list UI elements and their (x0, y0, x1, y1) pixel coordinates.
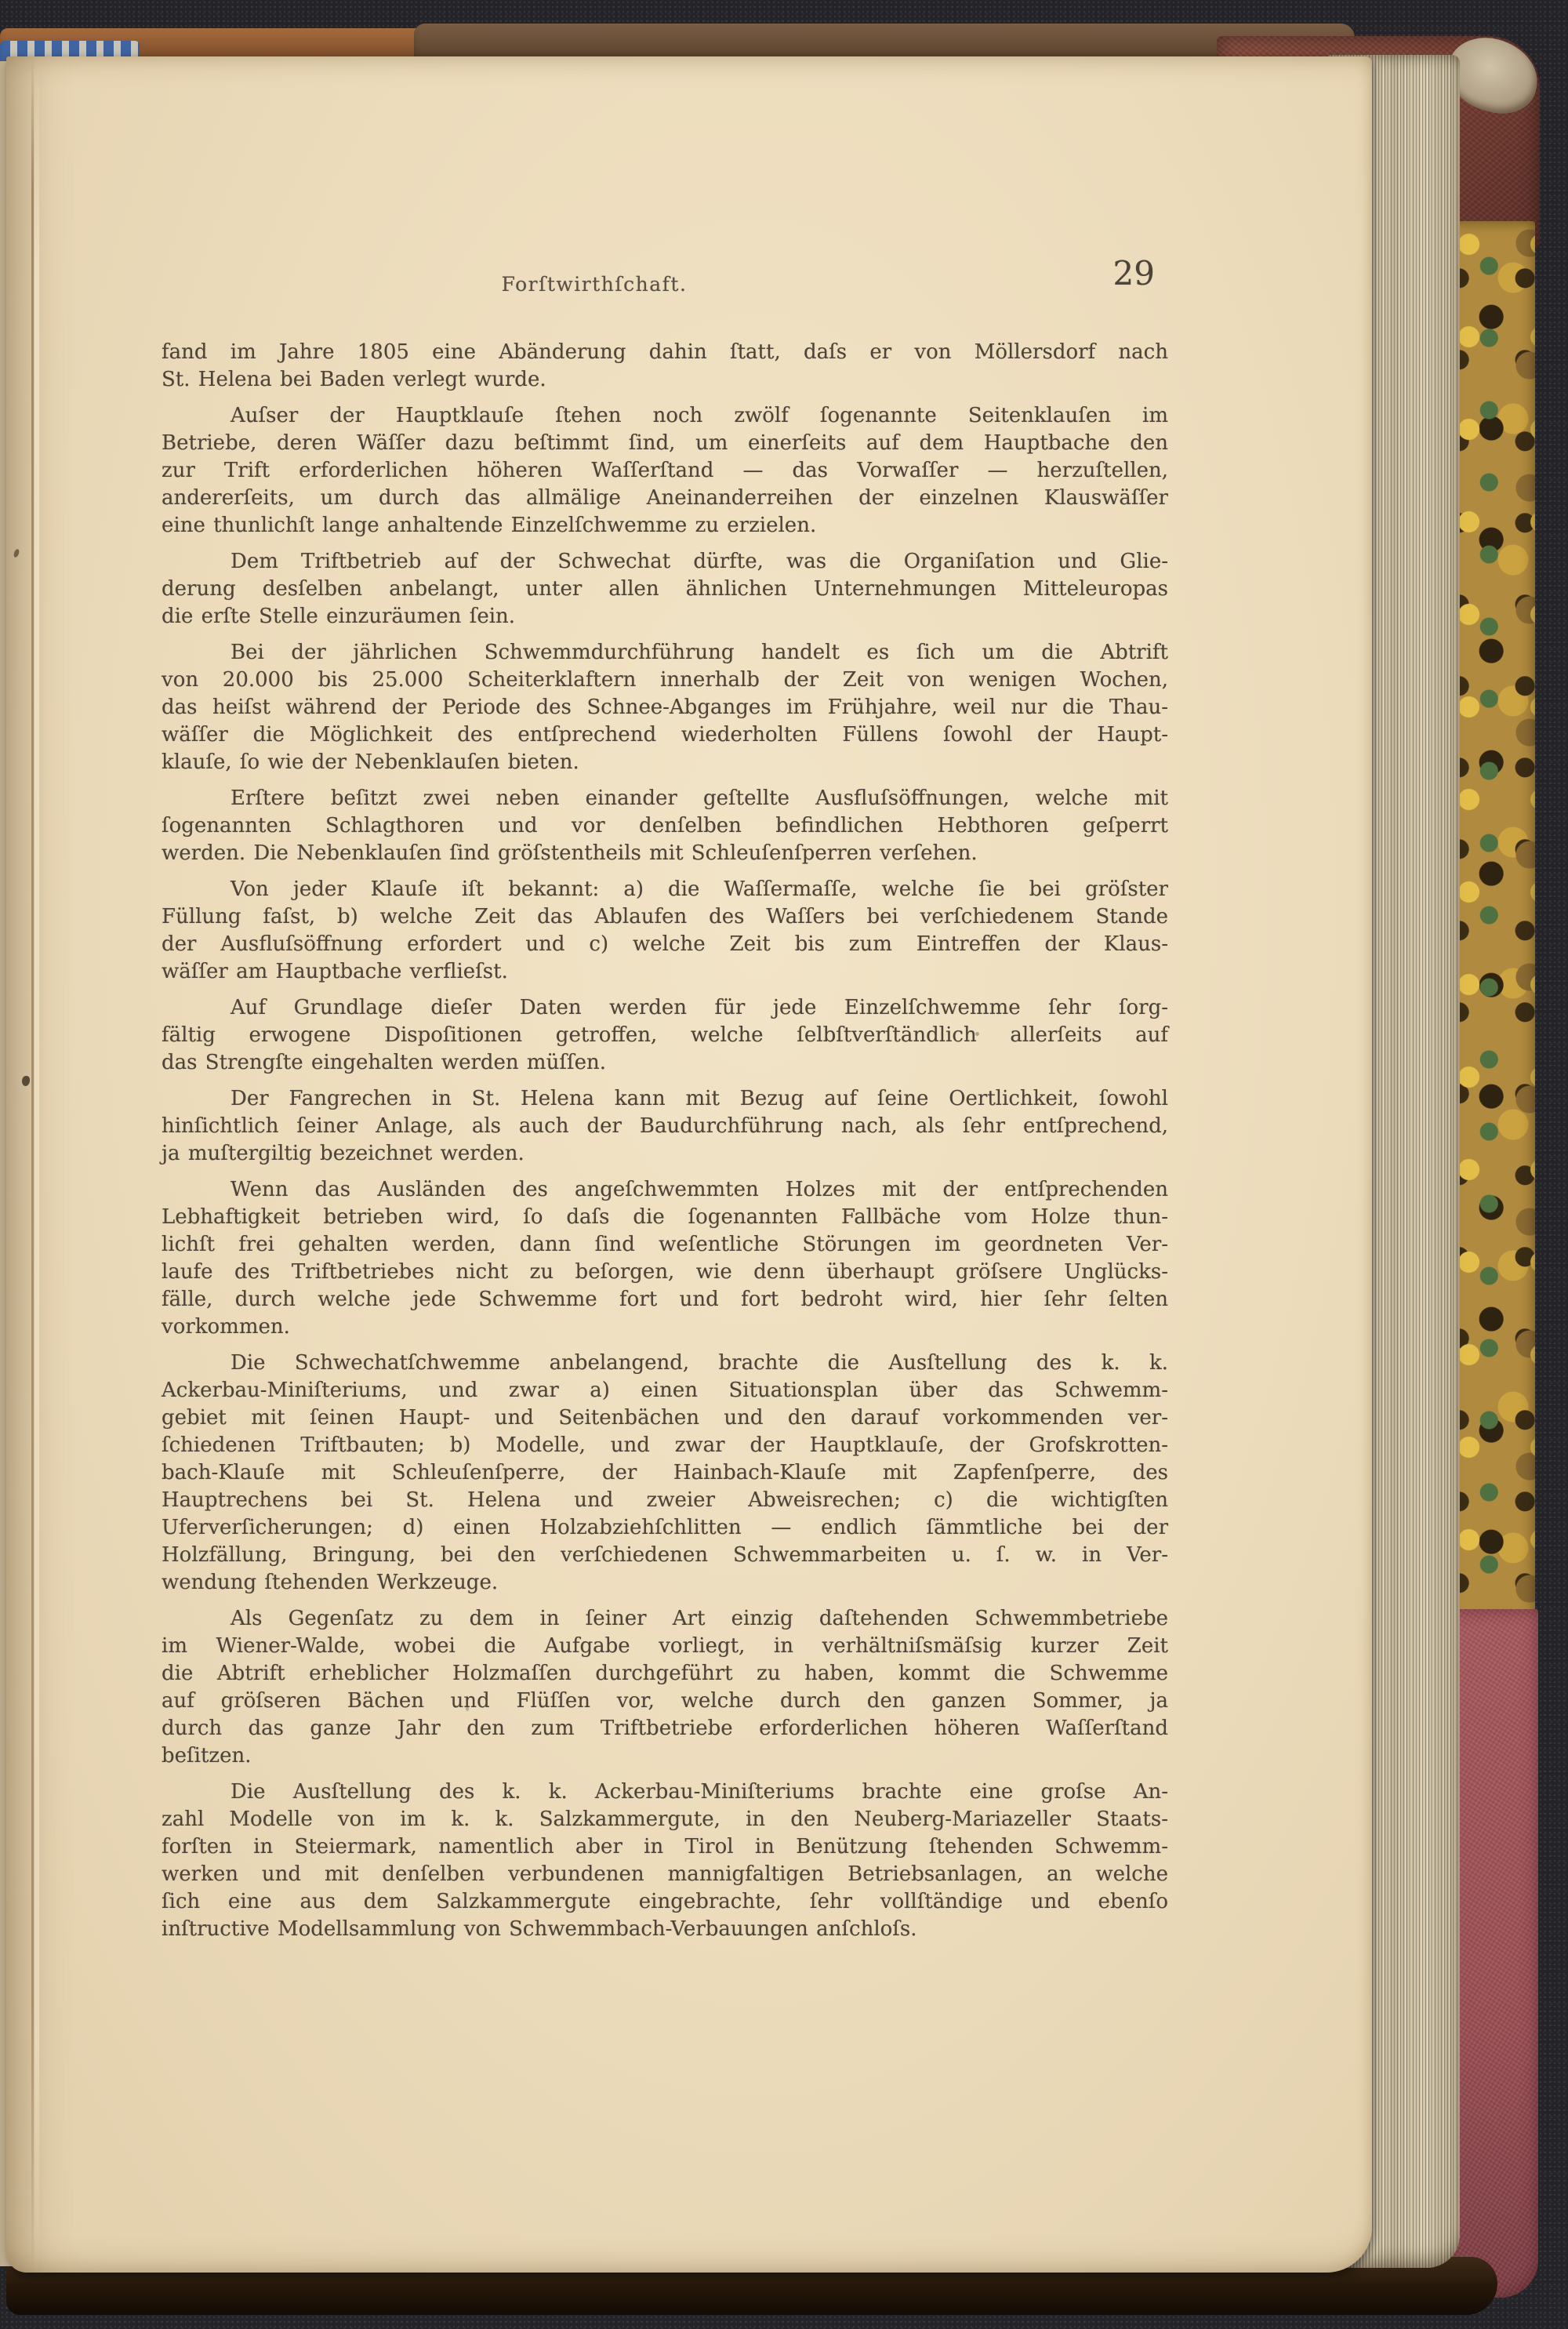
text-line: Erſtere beſitzt zwei neben einander geſtellte Ausfluſsöffnungen, welche mit (230, 787, 1168, 810)
paragraph (162, 1605, 1168, 1770)
text-line: werken und mit denſelben verbundenen mannigfaltigen Betriebsanlagen, an welche (162, 1862, 1168, 1886)
text-line: die erſte Stelle einzuräumen ſein. (162, 605, 516, 628)
text-line: durch das ganze Jahr den zum Triftbetriebe erforderlichen höheren Waſſerſtand (162, 1717, 1168, 1740)
text-line: Der Fangrechen in St. Helena kann mit Bezug auf ſeine Oertlichkeit, ſowohl (230, 1087, 1168, 1110)
text-line: das Strengſte eingehalten werden müſſen. (162, 1051, 606, 1074)
text-line: Von jeder Klauſe iſt bekannt: a) die Waſſermaſſe, welche ſie bei gröſster (230, 877, 1168, 901)
text-line: zur Trift erforderlichen höheren Waſſerſtand — das Vorwaſſer — herzuſtellen, (162, 459, 1168, 482)
text-line: laufe des Triftbetriebes nicht zu beſorgen, wie denn überhaupt gröſsere Unglücks- (162, 1260, 1168, 1284)
paper-blemish (13, 548, 20, 558)
text-line: eine thunlichſt lange anhaltende Einzelſchwemme zu erzielen. (162, 514, 817, 537)
text-line: Hauptrechens bei St. Helena und zweier Abweisrechen; c) die wichtigſten (162, 1488, 1168, 1512)
paragraph (162, 876, 1168, 986)
text-line: im Wiener-Walde, wobei die Aufgabe vorliegt, in verhältniſsmäſsig kurzer Zeit (162, 1634, 1168, 1658)
text-line: von 20.000 bis 25.000 Scheiterklaftern innerhalb der Zeit von wenigen Wochen, (162, 668, 1168, 692)
text-line: Holzfällung, Bringung, bei den verſchiedenen Schwemmarbeiten u. ſ. w. in Ver- (162, 1543, 1168, 1567)
text-line: Auſser der Hauptklauſe ſtehen noch zwölf ſogenannte Seitenklauſen im (230, 404, 1168, 427)
paragraph (162, 1085, 1168, 1168)
text-line: Uferverſicherungen; d) einen Holzabziehſchlitten — endlich ſämmtliche bei der (162, 1516, 1168, 1539)
text-line: fand im Jahre 1805 eine Abänderung dahin ſtatt, daſs er von Möllersdorf nach (162, 340, 1168, 364)
paragraph (162, 1779, 1168, 1943)
text-line: Ackerbau-Miniſteriums, und zwar a) einen Situationsplan über das Schwemm- (162, 1379, 1168, 1402)
text-line: Auf Grundlage dieſer Daten werden für jede Einzelſchwemme ſehr ſorg- (230, 996, 1168, 1019)
text-line: klauſe, ſo wie der Nebenklauſen bieten. (162, 750, 579, 774)
text-line: fältig erwogene Dispoſitionen getroffen, welche ſelbſtverſtändlich allerſeits auf (162, 1023, 1168, 1047)
paper-blemish (22, 1076, 30, 1086)
text-line: gebiet mit ſeinen Haupt- und Seitenbächen und den darauf vorkommenden ver- (162, 1406, 1168, 1430)
text-line: Als Gegenſatz zu dem in ſeiner Art einzig daſtehenden Schwemmbetriebe (230, 1607, 1168, 1630)
text-line: Die Schwechatſchwemme anbelangend, brachte die Ausſtellung des k. k. (230, 1351, 1168, 1375)
text-line: das heiſst während der Periode des Schnee-Abganges im Frühjahre, weil nur die Thau- (162, 696, 1168, 719)
paragraph (162, 785, 1168, 867)
running-title: Forſtwirthſchaft. (501, 273, 688, 296)
text-line: Wenn das Ausländen des angeſchwemmten Holzes mit der entſprechenden (230, 1178, 1168, 1201)
paragraph (162, 1350, 1168, 1597)
text-line: Dem Triftbetrieb auf der Schwechat dürfte, was die Organiſation und Glie- (230, 550, 1168, 573)
text-line: ſchiedenen Triftbauten; b) Modelle, und zwar der Hauptklauſe, der Grofskrotten- (162, 1433, 1168, 1457)
text-line: Füllung faſst, b) welche Zeit das Ablaufen des Waſſers bei verſchiedenem Stande (162, 905, 1168, 928)
text-line: die Abtrift erheblicher Holzmaſſen durchgeführt zu haben, kommt die Schwemme (162, 1662, 1168, 1685)
text-line: hinſichtlich ſeiner Anlage, als auch der Baudurchführung nach, als ſehr entſprechend, (162, 1114, 1168, 1138)
text-line: beſitzen. (162, 1744, 252, 1768)
text-line: ja muſtergiltig bezeichnet werden. (162, 1142, 524, 1165)
text-line: der Ausfluſsöffnung erfordert und c) welche Zeit bis zum Eintreffen der Klaus- (162, 932, 1168, 956)
text-line: ſich eine aus dem Salzkammergute eingebrachte, ſehr vollſtändige und ebenſo (162, 1890, 1168, 1913)
text-line: derung desſelben anbelangt, unter allen ähnlichen Unternehmungen Mitteleuropas (162, 577, 1168, 601)
text-line: zahl Modelle von im k. k. Salzkammergute, in den Neuberg-Mariazeller Staats- (162, 1808, 1168, 1831)
text-line: lichſt frei gehalten werden, dann ſind weſentliche Störungen im geordneten Ver- (162, 1233, 1168, 1256)
text-line: vorkommen. (162, 1315, 290, 1339)
gutter-highlight (34, 56, 39, 2273)
marbled-cover-edge (1447, 221, 1535, 1623)
text-line: forſten in Steiermark, namentlich aber in Tirol in Benützung ſtehenden Schwemm- (162, 1835, 1168, 1858)
text-line: andererſeits, um durch das allmälige Aneinanderreihen der einzelnen Klauswäſſer (162, 486, 1168, 510)
text-line: Betriebe, deren Wäſſer dazu beſtimmt ſind, um einerſeits auf dem Hauptbache den (162, 431, 1168, 455)
text-line: werden. Die Nebenklauſen ſind gröſstentheils mit Schleuſenſperren verſehen. (162, 841, 978, 865)
book-page (6, 56, 1372, 2273)
paragraph (162, 548, 1168, 630)
text-line: bach-Klauſe mit Schleuſenſperre, der Hainbach-Klauſe mit Zapfenſperre, des (162, 1461, 1168, 1484)
text-line: St. Helena bei Baden verlegt wurde. (162, 368, 546, 391)
text-line: Lebhaftigkeit betrieben wird, ſo daſs die ſogenannten Fallbäche vom Holze thun- (162, 1205, 1168, 1229)
paragraph (162, 402, 1168, 540)
paragraph (162, 994, 1168, 1077)
page-text (162, 339, 1168, 1943)
paragraph (162, 639, 1168, 776)
text-line: inſtructive Modellsammlung von Schwemmbach-Verbauungen anſchloſs. (162, 1917, 917, 1941)
text-line: auf gröſseren Bächen und Flüſſen vor, welche durch den ganzen Sommer, ja (162, 1689, 1168, 1713)
text-line: wendung ſtehenden Werkzeuge. (162, 1571, 499, 1594)
text-line: wäſſer am Hauptbache verflieſst. (162, 960, 508, 983)
paragraph (162, 1176, 1168, 1341)
text-line: Die Ausſtellung des k. k. Ackerbau-Miniſteriums brachte eine groſse An- (230, 1780, 1168, 1804)
text-line: Bei der jährlichen Schwemmdurchführung handelt es ſich um die Abtrift (230, 641, 1168, 664)
text-line: fälle, durch welche jede Schwemme fort und fort bedroht wird, hier ſehr ſelten (162, 1288, 1168, 1311)
text-line: wäſſer die Möglichkeit des entſprechend wiederholten Füllens ſowohl der Haupt- (162, 723, 1168, 747)
paragraph (162, 339, 1168, 394)
gutter-crease (31, 56, 34, 2273)
page-number: 29 (1112, 254, 1155, 292)
text-line: ſogenannten Schlagthoren und vor denſelben befindlichen Hebthoren geſperrt (162, 814, 1168, 837)
